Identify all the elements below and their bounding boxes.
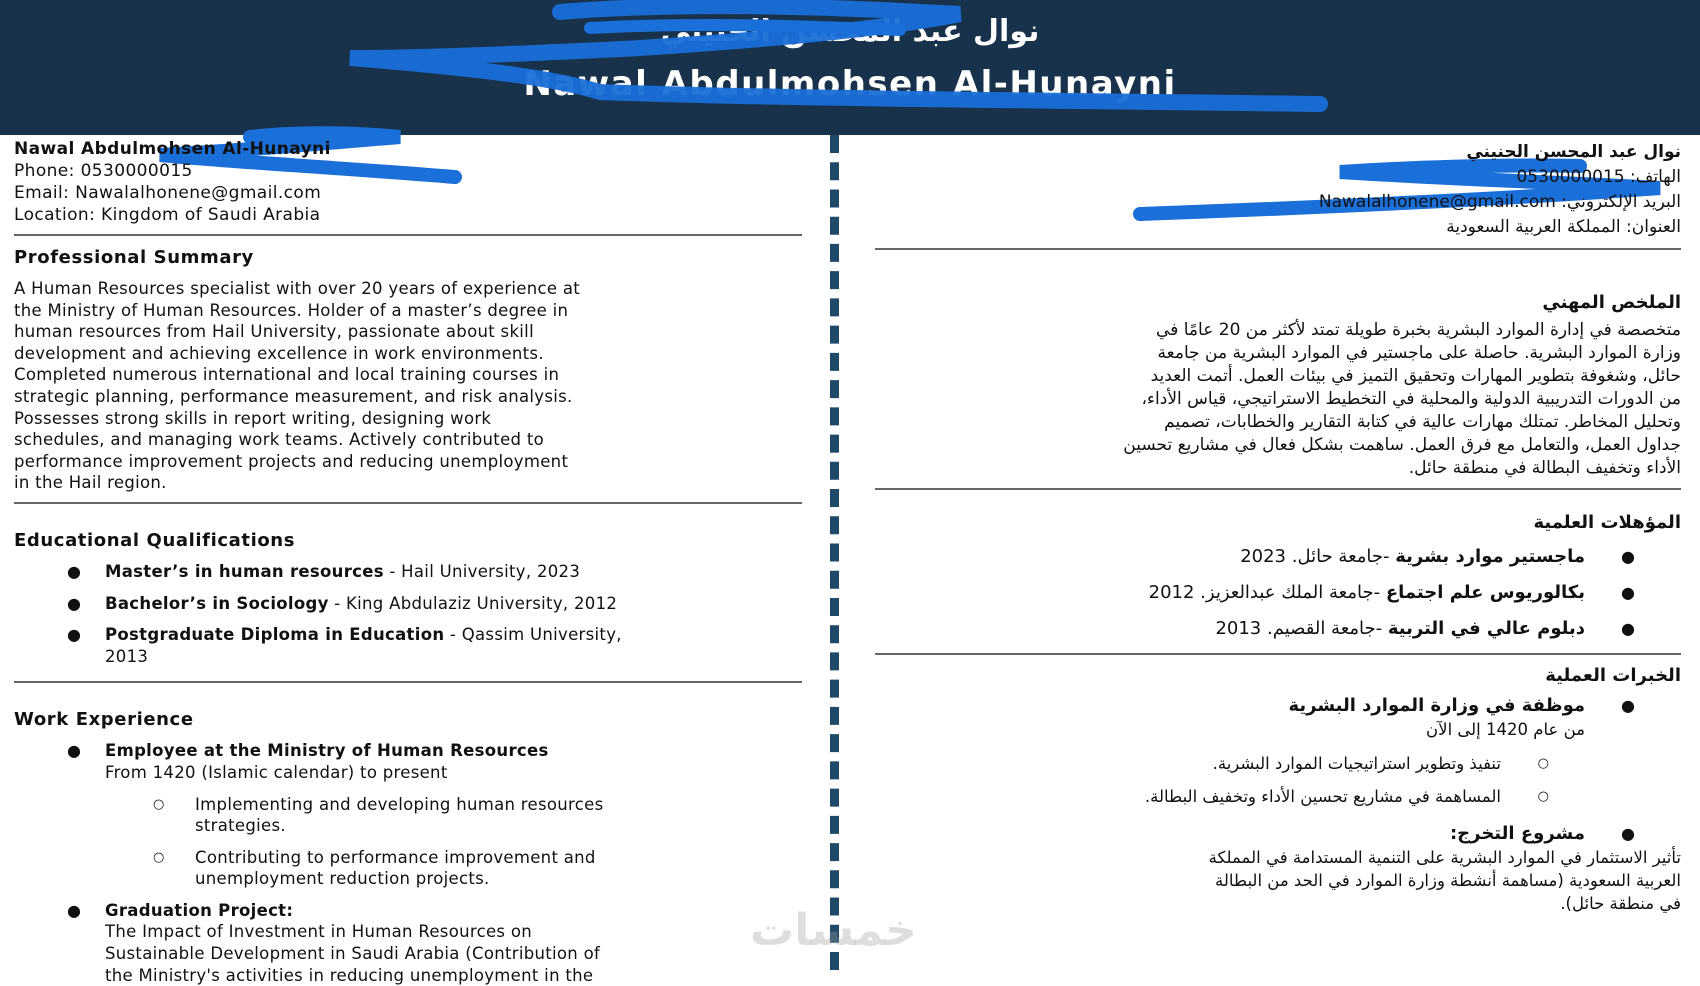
header-english-name: Nawal Abdulmohsen Al-Hunayni: [523, 64, 1177, 104]
summary-line-ar: جداول العمل، والتعامل مع فرق العمل. ساهمت بشكل فعال في مشاريع تحسين: [1123, 435, 1681, 455]
project-line-ar: في منطقة حائل).: [1560, 894, 1681, 913]
summary-line: development and achieving excellence in work environments.: [14, 343, 544, 363]
education-title-ar: المؤهلات العلمية: [1533, 512, 1681, 533]
project-line-ar: العربية السعودية (مساهمة أنشطة وزارة الموارد في الحد من البطالة: [1215, 871, 1681, 890]
degree-name: Bachelor’s in Sociology: [105, 593, 329, 613]
contact-name: Nawal Abdulmohsen Al-Hunayni: [14, 139, 331, 159]
degree-detail-ar: -جامعة القصيم. 2013: [1215, 618, 1388, 639]
summary-title: Professional Summary: [14, 247, 254, 268]
degree-name-ar: ماجستير موارد بشرية: [1395, 546, 1585, 567]
bullet-icon: ●: [1621, 619, 1635, 638]
contact-phone: Phone: 0530000015: [14, 161, 193, 181]
project-title-ar: مشروع التخرج:: [1449, 823, 1585, 844]
contact-phone-ar: الهاتف: 0530000015: [1516, 167, 1681, 187]
circle-bullet-icon: ○: [1537, 789, 1549, 804]
summary-line: performance improvement projects and reducing unemployment: [14, 451, 569, 471]
education-item: [67, 561, 804, 583]
work-title-ar: الخبرات العملية: [1545, 665, 1681, 686]
sub-line: unemployment reduction projects.: [195, 869, 490, 889]
section-divider: [14, 502, 802, 504]
sub-line: Implementing and developing human resources: [195, 794, 604, 814]
project-line-ar: تأثير الاستثمار في الموارد البشرية على التنمية المستدامة في المملكة: [1208, 848, 1681, 867]
job-title-ar: موظفة في وزارة الموارد البشرية: [1288, 695, 1585, 716]
arabic-column: [875, 140, 1681, 915]
work-sub-item-ar: [875, 752, 1549, 775]
work-sub-item: [153, 847, 804, 890]
work-sub-item-ar: [875, 785, 1549, 808]
degree-detail: - Qassim University,: [444, 625, 622, 645]
degree-detail-ar: -جامعة الملك عبدالعزيز. 2012: [1148, 582, 1386, 603]
education-title: Educational Qualifications: [14, 529, 296, 551]
project-description-ar: [875, 846, 1681, 915]
sub-line-ar: تنفيذ وتطوير استراتيجيات الموارد البشرية.: [1212, 754, 1501, 773]
summary-paragraph: [14, 278, 804, 494]
watermark: خمسات: [750, 905, 917, 956]
education-item-ar: [875, 545, 1635, 569]
summary-line-ar: حائل، وشغوفة بتطوير المهارات وتحقيق التميز في بيئات العمل. أتمت العديد: [1150, 366, 1681, 386]
sub-line: Contributing to performance improvement and: [195, 847, 596, 867]
degree-name-ar: بكالوريوس علم اجتماع: [1385, 582, 1585, 603]
work-sub-item: [153, 794, 804, 837]
project-list-ar: [875, 822, 1635, 846]
summary-line-ar: الأداء وتخفيف البطالة في منطقة حائل.: [1408, 458, 1681, 478]
summary-line-ar: وزارة الموارد البشرية. حاصلة على ماجستير في الموارد البشرية من جامعة: [1157, 343, 1681, 363]
job-period-ar: من عام 1420 إلى الآن: [1426, 720, 1585, 739]
english-contact-block: [14, 138, 804, 226]
contact-email-ar: البريد الإلكتروني: Nawalalhonene@gmail.com: [1318, 192, 1681, 212]
project-list: [67, 900, 804, 986]
summary-line-ar: من الدورات التدريبية الدولية والمحلية في التخطيط الاستراتيجي، قياس الأداء،: [1141, 389, 1681, 409]
summary-line: strategic planning, performance measurement, and risk analysis.: [14, 386, 573, 406]
summary-line-ar: وتحليل المخاطر. تمتلك مهارات عالية في كتابة التقارير والخطابات، تصميم: [1164, 412, 1681, 432]
education-item: [67, 593, 804, 615]
english-column: [14, 138, 804, 986]
summary-line: schedules, and managing work teams. Actively contributed to: [14, 430, 544, 450]
work-title: Work Experience: [14, 709, 194, 731]
degree-detail-year: 2013: [105, 646, 149, 666]
work-list: [67, 740, 804, 783]
contact-location: Location: Kingdom of Saudi Arabia: [14, 205, 321, 225]
column-divider: [830, 135, 839, 970]
summary-line: A Human Resources specialist with over 20 years of experience at: [14, 279, 581, 298]
summary-line: Possesses strong skills in report writing, designing work: [14, 408, 492, 428]
degree-name: Postgraduate Diploma in Education: [105, 625, 445, 645]
education-list: [67, 561, 804, 667]
contact-address-ar: العنوان: المملكة العربية السعودية: [1446, 217, 1681, 237]
section-divider: [875, 488, 1681, 490]
bullet-icon: ●: [67, 561, 82, 581]
project-line: the Ministry's activities in reducing unemployment in the: [105, 965, 594, 985]
work-item: [67, 740, 804, 783]
education-item: [67, 624, 804, 667]
section-divider: [875, 248, 1681, 250]
education-list-ar: [875, 545, 1635, 641]
job-period: From 1420 (Islamic calendar) to present: [105, 762, 448, 782]
work-list-ar: [875, 694, 1635, 742]
resume-header: [0, 0, 1700, 135]
project-item: [67, 900, 804, 986]
education-item-ar: [875, 581, 1635, 605]
contact-name-ar: نوال عبد المحسن الحنيني: [1466, 142, 1681, 162]
project-title: Graduation Project:: [105, 900, 294, 920]
degree-detail: - King Abdulaziz University, 2012: [328, 593, 618, 613]
project-line: The Impact of Investment in Human Resources on: [105, 922, 532, 942]
degree-detail-ar: -جامعة حائل. 2023: [1240, 546, 1396, 567]
degree-name: Master’s in human resources: [105, 561, 384, 581]
bullet-icon: ●: [67, 625, 82, 645]
circle-bullet-icon: ○: [1537, 756, 1549, 771]
summary-line-ar: متخصصة في إدارة الموارد البشرية بخبرة طويلة تمتد لأكثر من 20 عامًا في: [1156, 320, 1681, 340]
work-sub-list: [153, 794, 804, 890]
circle-bullet-icon: ○: [153, 796, 165, 812]
summary-line: the Ministry of Human Resources. Holder of a master’s degree in: [14, 300, 569, 320]
project-item-ar: [875, 822, 1635, 846]
summary-line: in the Hail region.: [14, 473, 167, 493]
arabic-contact-block: [875, 140, 1681, 240]
bullet-icon: ●: [1621, 583, 1635, 602]
bullet-icon: ●: [67, 593, 82, 613]
bullet-icon: ●: [67, 741, 82, 761]
sub-line-ar: المساهمة في مشاريع تحسين الأداء وتخفيف البطالة.: [1144, 787, 1501, 806]
bullet-icon: ●: [1621, 824, 1635, 843]
header-arabic-name: نوال عبد المحسن الحنيني: [660, 14, 1040, 49]
summary-line: Completed numerous international and local training courses in: [14, 365, 560, 385]
summary-title-ar: الملخص المهني: [1542, 292, 1681, 313]
section-divider: [14, 681, 802, 683]
section-divider: [14, 234, 802, 236]
summary-line: human resources from Hail University, passionate about skill: [14, 322, 534, 342]
degree-name-ar: دبلوم عالي في التربية: [1387, 618, 1585, 639]
circle-bullet-icon: ○: [153, 849, 165, 865]
work-item-ar: [875, 694, 1635, 742]
degree-detail: - Hail University, 2023: [383, 561, 581, 581]
education-item-ar: [875, 617, 1635, 641]
bullet-icon: ●: [67, 900, 82, 920]
job-title: Employee at the Ministry of Human Resources: [105, 741, 549, 761]
section-divider: [875, 653, 1681, 655]
bullet-icon: ●: [1621, 696, 1635, 715]
summary-paragraph-ar: [875, 319, 1681, 480]
contact-email: Email: Nawalalhonene@gmail.com: [14, 183, 322, 203]
work-sub-list-ar: [875, 752, 1549, 808]
project-line: Sustainable Development in Saudi Arabia (Contribution of: [105, 944, 601, 964]
sub-line: strategies.: [195, 816, 286, 836]
bullet-icon: ●: [1621, 547, 1635, 566]
